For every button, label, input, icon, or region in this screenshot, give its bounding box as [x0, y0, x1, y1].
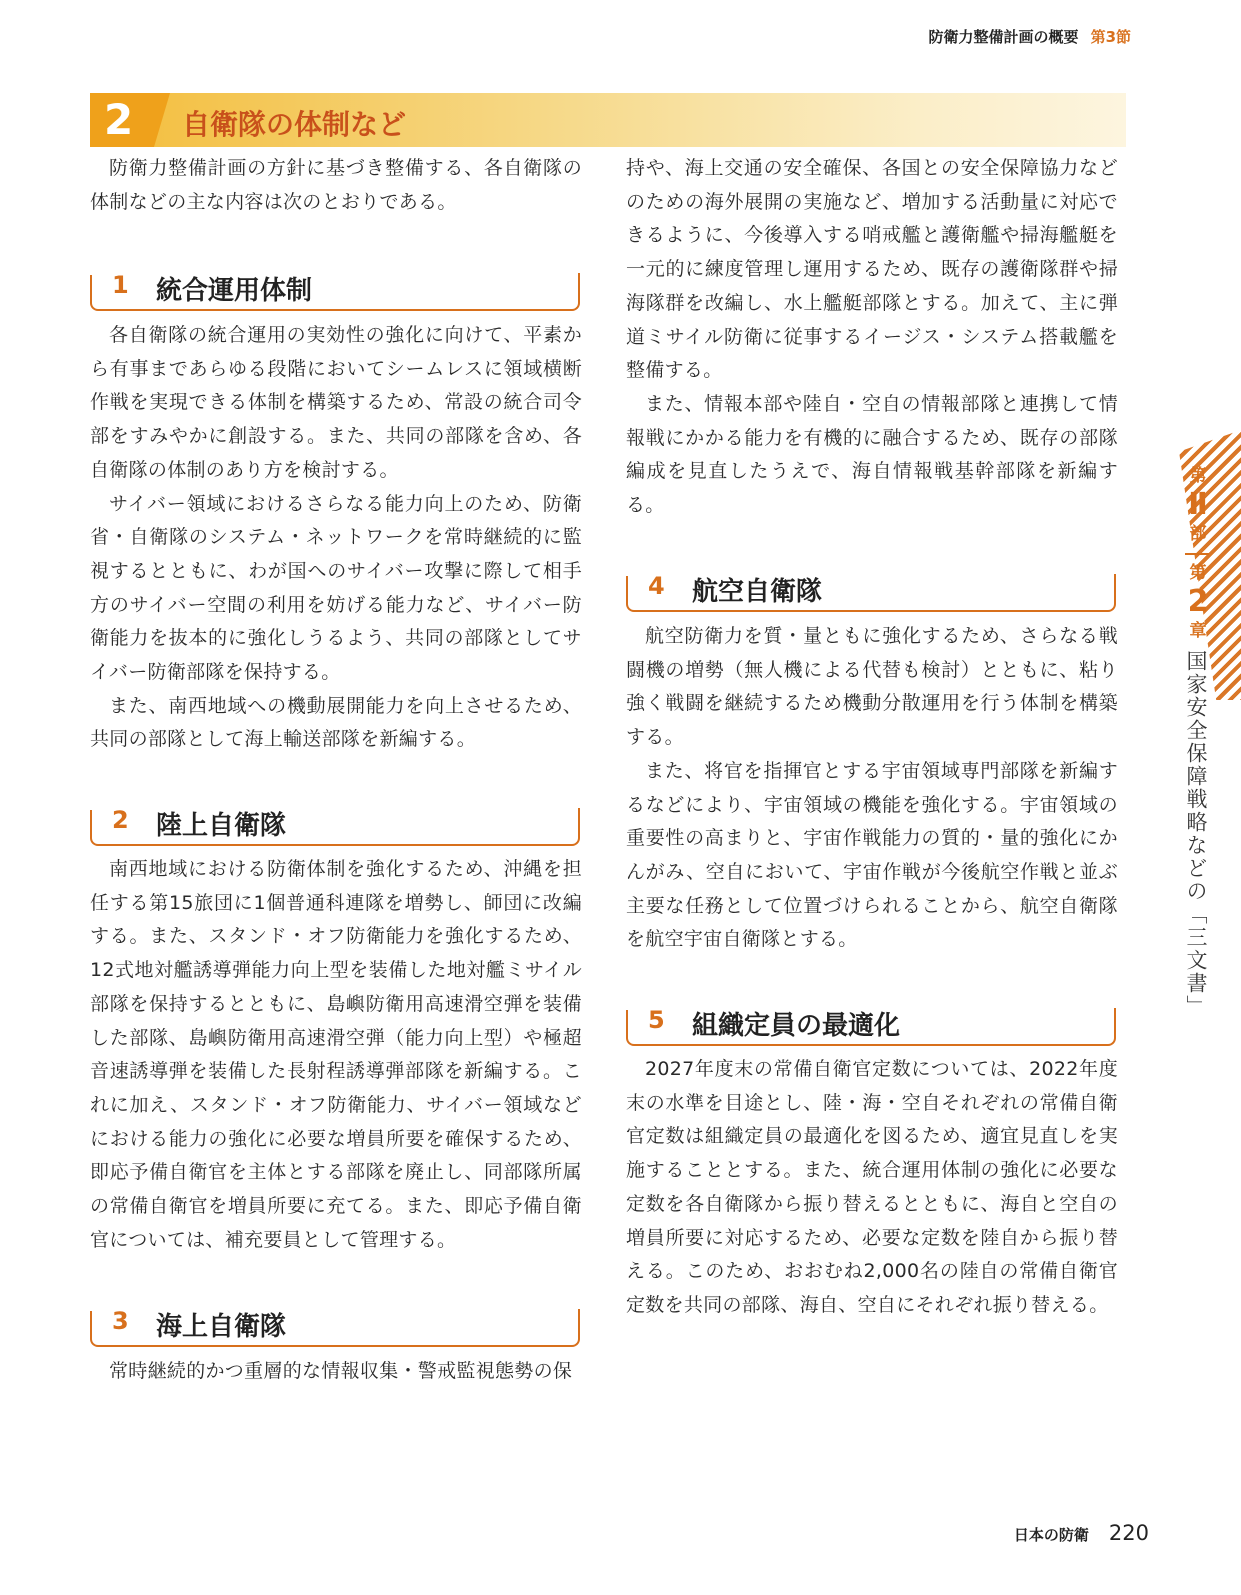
paragraph: また、将官を指揮官とする宇宙領域専門部隊を新編するなどにより、宇宙領域の機能を強化する。宇宙領域の重要性の高まりと、宇宙作戦能力の質的・量的強化にかんがみ、空自において、宇宙作戦が今後航空作戦と並ぶ主要な任務として位置づけられることから、航空自衛隊を航空宇宙自衛隊とする。	[626, 759, 1118, 951]
intro-block	[90, 152, 582, 219]
chapter-suffix: 章	[1189, 621, 1207, 641]
chapter-title: 国家安全保障戦略などの「三文書」	[1184, 650, 1208, 1018]
chapter-label	[1173, 562, 1223, 642]
subsection-body-5	[626, 1053, 1118, 1323]
paragraph: 2027年度末の常備自衛官定数については、2022年度末の水準を目途とし、陸・海・空自それぞれの常備自衛官定数は組織定員の最適化を図るため、適宜見直しを実施することとする。また、統合運用体制の強化に必要な定数を各自衛隊から振り替えるとともに、海自と空自の増員所要に対応するため、必要な定数を陸自から振り替える。このため、おおむね2,000名の陸自の常備自衛官定数を共同の部隊、海自、空自にそれぞれ振り替える。	[626, 1058, 1118, 1316]
subsection-heading-4	[626, 566, 1116, 612]
subsection-title: 統合運用体制	[156, 276, 313, 306]
tab-divider	[1185, 553, 1209, 555]
paragraph: サイバー領域におけるさらなる能力向上のため、防衛省・自衛隊のシステム・ネットワークを常時継続的に監視するとともに、わが国へのサイバー攻撃に際して相手方のサイバー空間の利用を妨げる能力など、サイバー防衛能力を抜本的に強化しうるよう、共同の部隊としてサイバー防衛部隊を保持する。	[90, 492, 582, 684]
running-head	[929, 26, 1131, 47]
subsection-number: 1	[112, 271, 129, 299]
paragraph: 常時継続的かつ重層的な情報収集・警戒監視態勢の保	[109, 1360, 573, 1382]
section-number: 2	[104, 95, 134, 144]
subsection-body-1	[90, 319, 582, 757]
paragraph: また、情報本部や陸自・空自の情報部隊と連携して情報戦にかかる能力を有機的に融合するため、既存の部隊編成を見直したうえで、海自情報戦基幹部隊を新編する。	[626, 392, 1118, 517]
subsection-heading-2	[90, 800, 580, 846]
chapter-side-tab	[1173, 430, 1241, 1440]
subsection-title: 組織定員の最適化	[692, 1011, 901, 1041]
book-title: 日本の防衛	[1013, 1526, 1089, 1544]
part-prefix: 第	[1189, 466, 1207, 486]
paragraph: 持や、海上交通の安全確保、各国との安全保障協力などのための海外展開の実施など、増加する活動量に対応できるように、今後導入する哨戒艦と護衛艦や掃海艦艇を一元的に練度管理し運用するため、既存の護衛隊群や掃海隊群を改編し、水上艦艇部隊とする。加えて、主に弾道ミサイル防衛に従事するイージス・システム搭載艦を整備する。	[626, 157, 1118, 382]
subsection-title: 航空自衛隊	[692, 577, 823, 607]
section-banner	[90, 93, 1126, 147]
paragraph: 南西地域における防衛体制を強化するため、沖縄を担任する第15旅団に1個普通科連隊を増勢し、師団に改編する。また、スタンド・オフ防衛能力を強化するため、12式地対艦誘導弾能力向上型を装備した地対艦ミサイル部隊を保持するとともに、島嶼防衛用高速滑空弾を装備した部隊、島嶼防衛用高速滑空弾（能力向上型）や極超音速誘導弾を装備した長射程誘導弾部隊を新編する。これに加え、スタンド・オフ防衛能力、サイバー領域などにおける能力の強化に必要な増員所要を確保するため、即応予備自衛官を主体とする部隊を廃止し、同部隊所属の常備自衛官を増員所要に充てる。また、即応予備自衛官については、補充要員として管理する。	[90, 858, 582, 1251]
part-label	[1173, 465, 1223, 545]
part-number: Ⅱ	[1188, 487, 1208, 522]
section-title: 自衛隊の体制など	[182, 108, 407, 141]
running-head-section: 第3節	[1090, 28, 1131, 46]
subsection-number: 5	[648, 1006, 665, 1034]
page-footer	[1014, 1521, 1149, 1545]
subsection-heading-3	[90, 1301, 580, 1347]
subsection-number: 4	[648, 572, 665, 600]
chapter-number: 2	[1187, 584, 1209, 619]
subsection-body-3-continued	[626, 152, 1118, 523]
subsection-title: 陸上自衛隊	[156, 811, 287, 841]
paragraph: 航空防衛力を質・量ともに強化するため、さらなる戦闘機の増勢（無人機による代替も検討）とともに、粘り強く戦闘を継続するため機動分散運用を行う体制を構築する。	[626, 625, 1118, 749]
intro-paragraph: 防衛力整備計画の方針に基づき整備する、各自衛隊の体制などの主な内容は次のとおりである。	[90, 157, 582, 213]
subsection-body-2	[90, 853, 582, 1257]
subsection-title: 海上自衛隊	[156, 1312, 287, 1342]
subsection-body-4	[626, 620, 1118, 957]
subsection-heading-5	[626, 1000, 1116, 1046]
subsection-heading-1	[90, 265, 580, 311]
paragraph: また、南西地域への機動展開能力を向上させるため、共同の部隊として海上輸送部隊を新編する。	[90, 694, 582, 751]
subsection-number: 2	[112, 806, 129, 834]
paragraph: 各自衛隊の統合運用の実効性の強化に向けて、平素から有事まであらゆる段階においてシームレスに領域横断作戦を実現できる体制を構築するため、常設の統合司令部をすみやかに創設する。また、共同の部隊を含め、各自衛隊の体制のあり方を検討する。	[90, 324, 582, 481]
chapter-prefix: 第	[1189, 563, 1207, 583]
page-number: 220	[1108, 1521, 1149, 1545]
part-suffix: 部	[1189, 524, 1207, 544]
subsection-number: 3	[112, 1307, 129, 1335]
running-head-title: 防衛力整備計画の概要	[928, 28, 1079, 46]
subsection-body-3	[90, 1355, 582, 1389]
